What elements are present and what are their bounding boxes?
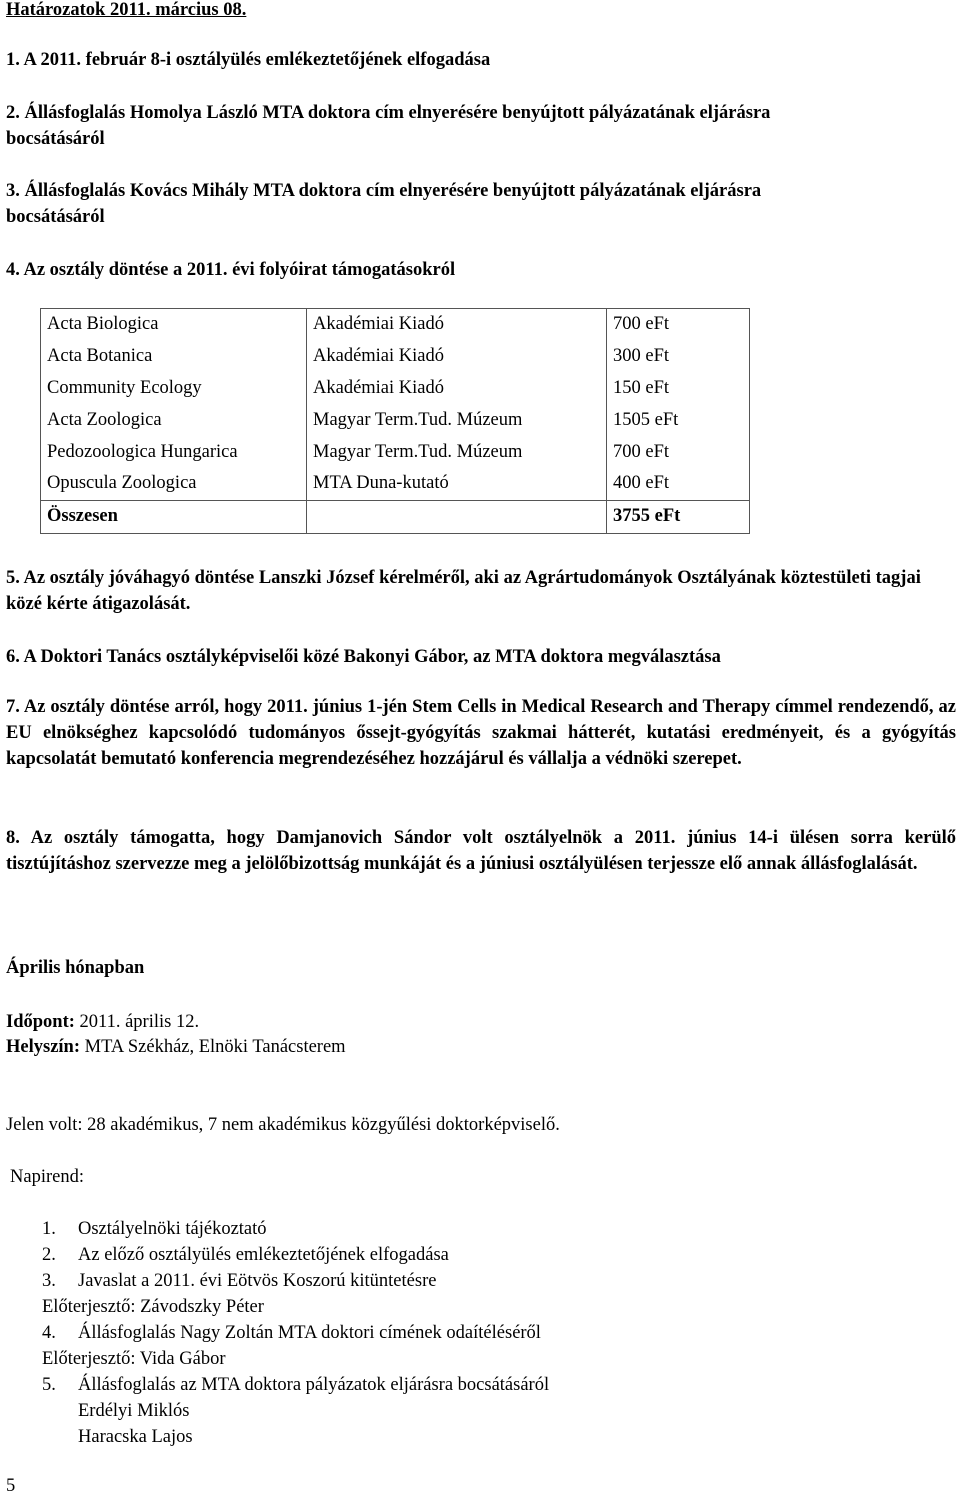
agenda-presenter: Előterjesztő: Vida Gábor xyxy=(42,1349,226,1369)
journal-cell: Opuscula Zoologica xyxy=(41,468,307,500)
item-8: 8. Az osztály támogatta, hogy Damjanovich Sándor volt osztályelnök a 2011. június 14-i ülésen sorra kerülő tisztújításhoz szervezze meg a jelölőbizottság munkáját és a júniusi osztályülésen terjessze elő annak állásfoglalását. xyxy=(6,828,956,874)
agenda-item xyxy=(42,1242,449,1268)
agenda-item xyxy=(42,1268,436,1294)
agenda-num: 3. xyxy=(42,1271,56,1291)
table-row xyxy=(41,404,750,436)
journal-cell: Acta Zoologica xyxy=(41,404,307,436)
date-value: 2011. április 12. xyxy=(74,1012,200,1032)
item-2: 2. Állásfoglalás Homolya László MTA doktora cím elnyerésére benyújtott pályázatának eljárásra xyxy=(6,103,771,123)
place-value: MTA Székház, Elnöki Tanácsterem xyxy=(80,1037,346,1057)
publisher-cell: Akadémiai Kiadó xyxy=(307,309,607,341)
amount-cell: 300 eFt xyxy=(607,341,750,373)
page-number: 5 xyxy=(6,1476,16,1496)
item-3: 3. Állásfoglalás Kovács Mihály MTA doktora cím elnyerésére benyújtott pályázatának eljárásra xyxy=(6,181,762,201)
table-row xyxy=(41,309,750,341)
agenda-text: Állásfoglalás Nagy Zoltán MTA doktori címének odaítéléséről xyxy=(78,1323,541,1343)
table-row xyxy=(41,468,750,500)
table-total-row xyxy=(41,500,750,533)
journal-cell: Community Ecology xyxy=(41,373,307,405)
place-line xyxy=(6,1034,346,1060)
agenda-text: Javaslat a 2011. évi Eötvös Koszorú kitüntetésre xyxy=(78,1271,437,1291)
agenda-item xyxy=(42,1320,541,1346)
attendance-text: Jelen volt: 28 akadémikus, 7 nem akadémikus közgyűlési doktorképviselő. xyxy=(6,1115,560,1135)
item-1: 1. A 2011. február 8-i osztályülés emlékeztetőjének elfogadása xyxy=(6,50,491,70)
item-4: 4. Az osztály döntése a 2011. évi folyóirat támogatásokról xyxy=(6,260,456,280)
agenda-text: Erdélyi Miklós xyxy=(78,1401,190,1421)
table-row xyxy=(41,436,750,468)
total-empty-cell xyxy=(307,500,607,533)
publisher-cell: Magyar Term.Tud. Múzeum xyxy=(307,404,607,436)
publisher-cell: Magyar Term.Tud. Múzeum xyxy=(307,436,607,468)
item-3-cont: bocsátásáról xyxy=(6,207,105,227)
amount-cell: 400 eFt xyxy=(607,468,750,500)
april-title: Április hónapban xyxy=(6,958,145,978)
agenda-item xyxy=(42,1372,549,1398)
amount-cell: 700 eFt xyxy=(607,436,750,468)
agenda-candidate xyxy=(42,1398,190,1424)
agenda-text: Osztályelnöki tájékoztató xyxy=(78,1219,267,1239)
publisher-cell: Akadémiai Kiadó xyxy=(307,341,607,373)
page-heading: Határozatok 2011. március 08. xyxy=(6,0,247,20)
agenda-text: Haracska Lajos xyxy=(78,1427,193,1447)
journal-cell: Acta Botanica xyxy=(41,341,307,373)
agenda-candidate xyxy=(42,1424,193,1450)
agenda-item xyxy=(42,1216,267,1242)
item-6: 6. A Doktori Tanács osztályképviselői közé Bakonyi Gábor, az MTA doktora megválasztása xyxy=(6,647,721,667)
agenda-presenter: Előterjesztő: Závodszky Péter xyxy=(42,1297,264,1317)
publisher-cell: Akadémiai Kiadó xyxy=(307,373,607,405)
agenda-num: 1. xyxy=(42,1219,56,1239)
publisher-cell: MTA Duna-kutató xyxy=(307,468,607,500)
item-5: 5. Az osztály jóváhagyó döntése Lanszki József kérelméről, aki az Agrártudományok Osztályának köztestületi tagjai közé kérte átigazolását. xyxy=(6,568,921,614)
date-label: Időpont: xyxy=(6,1012,75,1032)
agenda-label: Napirend: xyxy=(10,1167,84,1187)
amount-cell: 700 eFt xyxy=(607,309,750,341)
agenda-num: 5. xyxy=(42,1375,56,1395)
table-row xyxy=(41,373,750,405)
journal-cell: Pedozoologica Hungarica xyxy=(41,436,307,468)
date-line xyxy=(6,1009,199,1035)
journal-cell: Acta Biologica xyxy=(41,309,307,341)
item-7: 7. Az osztály döntése arról, hogy 2011. június 1-jén Stem Cells in Medical Research and Therapy címmel rendezendő, az EU elnökséghez kapcsolódó tudományos őssejt-gyógyítás szakmai hátterét, kutatási eredményeit, és a gyógyítás kapcsolatát bemutató konferencia megrendezéséhez hozzájárul és vállalja a védnöki szerepet. xyxy=(6,697,956,769)
item-2-cont: bocsátásáról xyxy=(6,129,105,149)
amount-cell: 150 eFt xyxy=(607,373,750,405)
agenda-num: 4. xyxy=(42,1323,56,1343)
agenda-text: Állásfoglalás az MTA doktora pályázatok eljárásra bocsátásáról xyxy=(78,1375,550,1395)
amount-cell: 1505 eFt xyxy=(607,404,750,436)
grants-table xyxy=(40,308,750,534)
agenda-num: 2. xyxy=(42,1245,56,1265)
agenda-text: Az előző osztályülés emlékeztetőjének elfogadása xyxy=(78,1245,449,1265)
table-row xyxy=(41,341,750,373)
total-label: Összesen xyxy=(41,500,307,533)
place-label: Helyszín: xyxy=(6,1037,80,1057)
total-amount: 3755 eFt xyxy=(607,500,750,533)
